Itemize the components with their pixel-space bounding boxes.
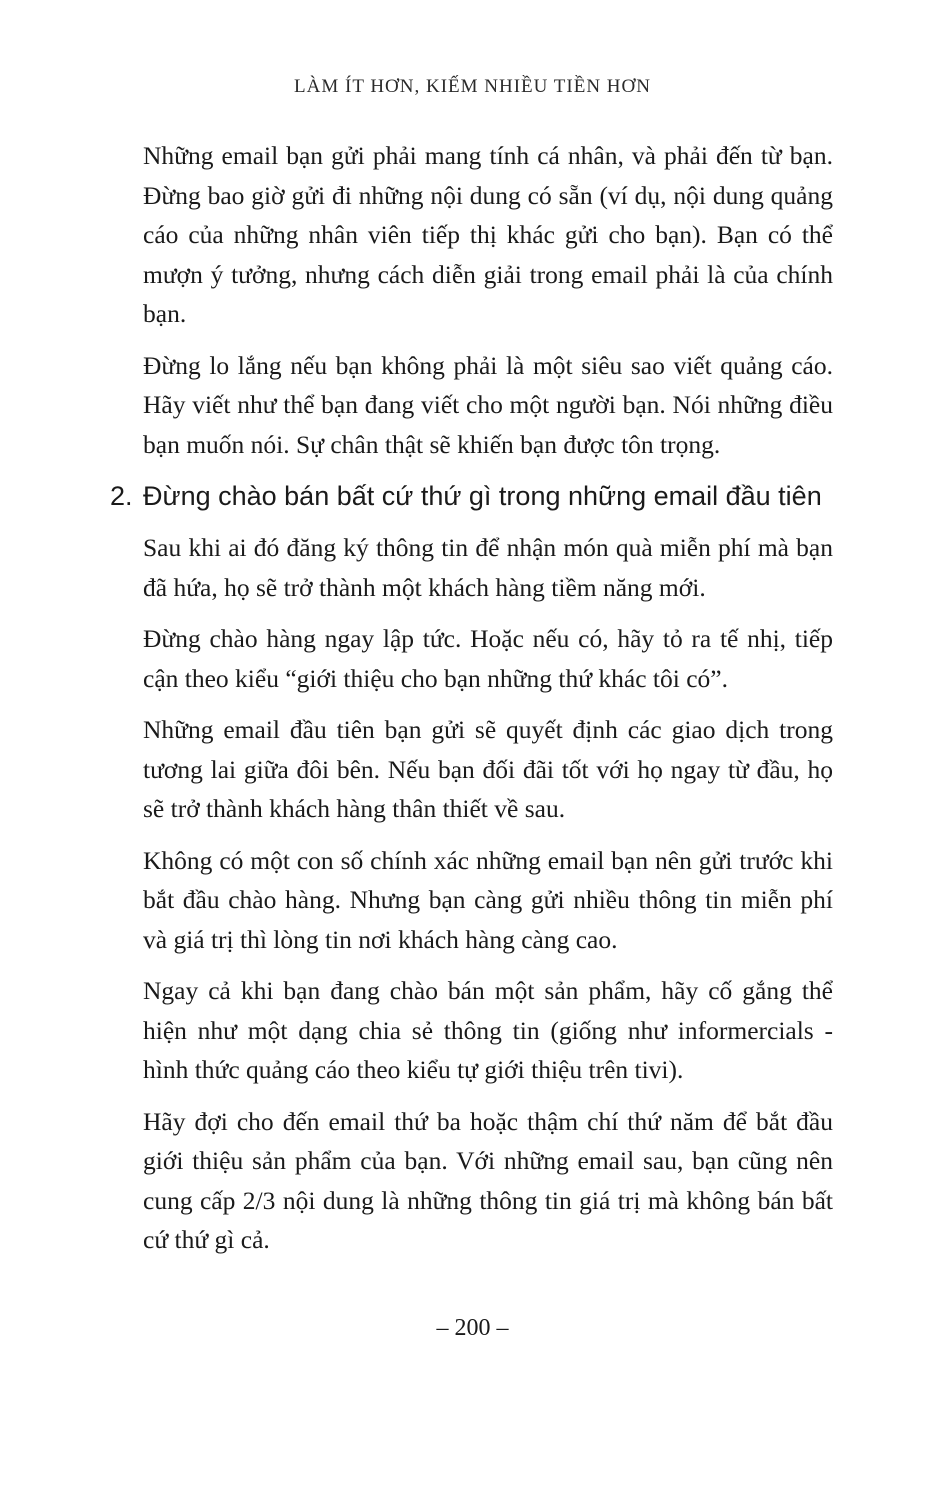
running-header: LÀM ÍT HƠN, KIẾM NHIỀU TIỀN HƠN	[294, 76, 651, 97]
body-paragraph: Đừng lo lắng nếu bạn không phải là một siêu sao viết quảng cáo. Hãy viết như thể bạn đang viết cho một người bạn. Nói những điều bạn muốn nói. Sự chân thật sẽ khiến bạn được tôn trọng.	[143, 350, 833, 459]
body-paragraph: Ngay cả khi bạn đang chào bán một sản phẩm, hãy cố gắng thể hiện như một dạng chia sẻ thông tin (giống như informercials - hình thức quảng cáo theo kiểu tự giới thiệu trên tivi).	[143, 976, 833, 1084]
section-number: 2.	[110, 481, 133, 511]
page-body	[110, 136, 833, 1272]
body-paragraph: Không có một con số chính xác những email bạn nên gửi trước khi bắt đầu chào hàng. Nhưng bạn càng gửi nhiều thông tin miễn phí và giá trị thì lòng tin nơi khách hàng càng cao.	[143, 845, 833, 954]
body-paragraph: Sau khi ai đó đăng ký thông tin để nhận món quà miễn phí mà bạn đã hứa, họ sẽ trở thành một khách hàng tiềm năng mới.	[143, 533, 833, 602]
body-paragraph: Hãy đợi cho đến email thứ ba hoặc thậm chí thứ năm để bắt đầu giới thiệu sản phẩm của bạn. Với những email sau, bạn cũng nên cung cấp 2/3 nội dung là những thông tin giá trị mà không bán bất cứ thứ gì cả.	[143, 1106, 833, 1254]
body-paragraph: Đừng chào hàng ngay lập tức. Hoặc nếu có, hãy tỏ ra tế nhị, tiếp cận theo kiểu “giới thiệu cho bạn những thứ khác tôi có”.	[143, 624, 833, 693]
page-number: – 200 –	[436, 1315, 509, 1341]
body-paragraph: Những email đầu tiên bạn gửi sẽ quyết định các giao dịch trong tương lai giữa đôi bên. Nếu bạn đối đãi tốt với họ ngay từ đầu, họ sẽ trở thành khách hàng thân thiết về sau.	[143, 715, 833, 823]
section-heading	[110, 476, 833, 516]
body-paragraph: Những email bạn gửi phải mang tính cá nhân, và phải đến từ bạn. Đừng bao giờ gửi đi những nội dung có sẵn (ví dụ, nội dung quảng cáo của những nhân viên tiếp thị khác gửi cho bạn). Bạn có thể mượn ý tưởng, nhưng cách diễn giải trong email phải là của chính bạn.	[143, 141, 833, 328]
section-title: Đừng chào bán bất cứ thứ gì trong những email đầu tiên	[143, 481, 822, 511]
